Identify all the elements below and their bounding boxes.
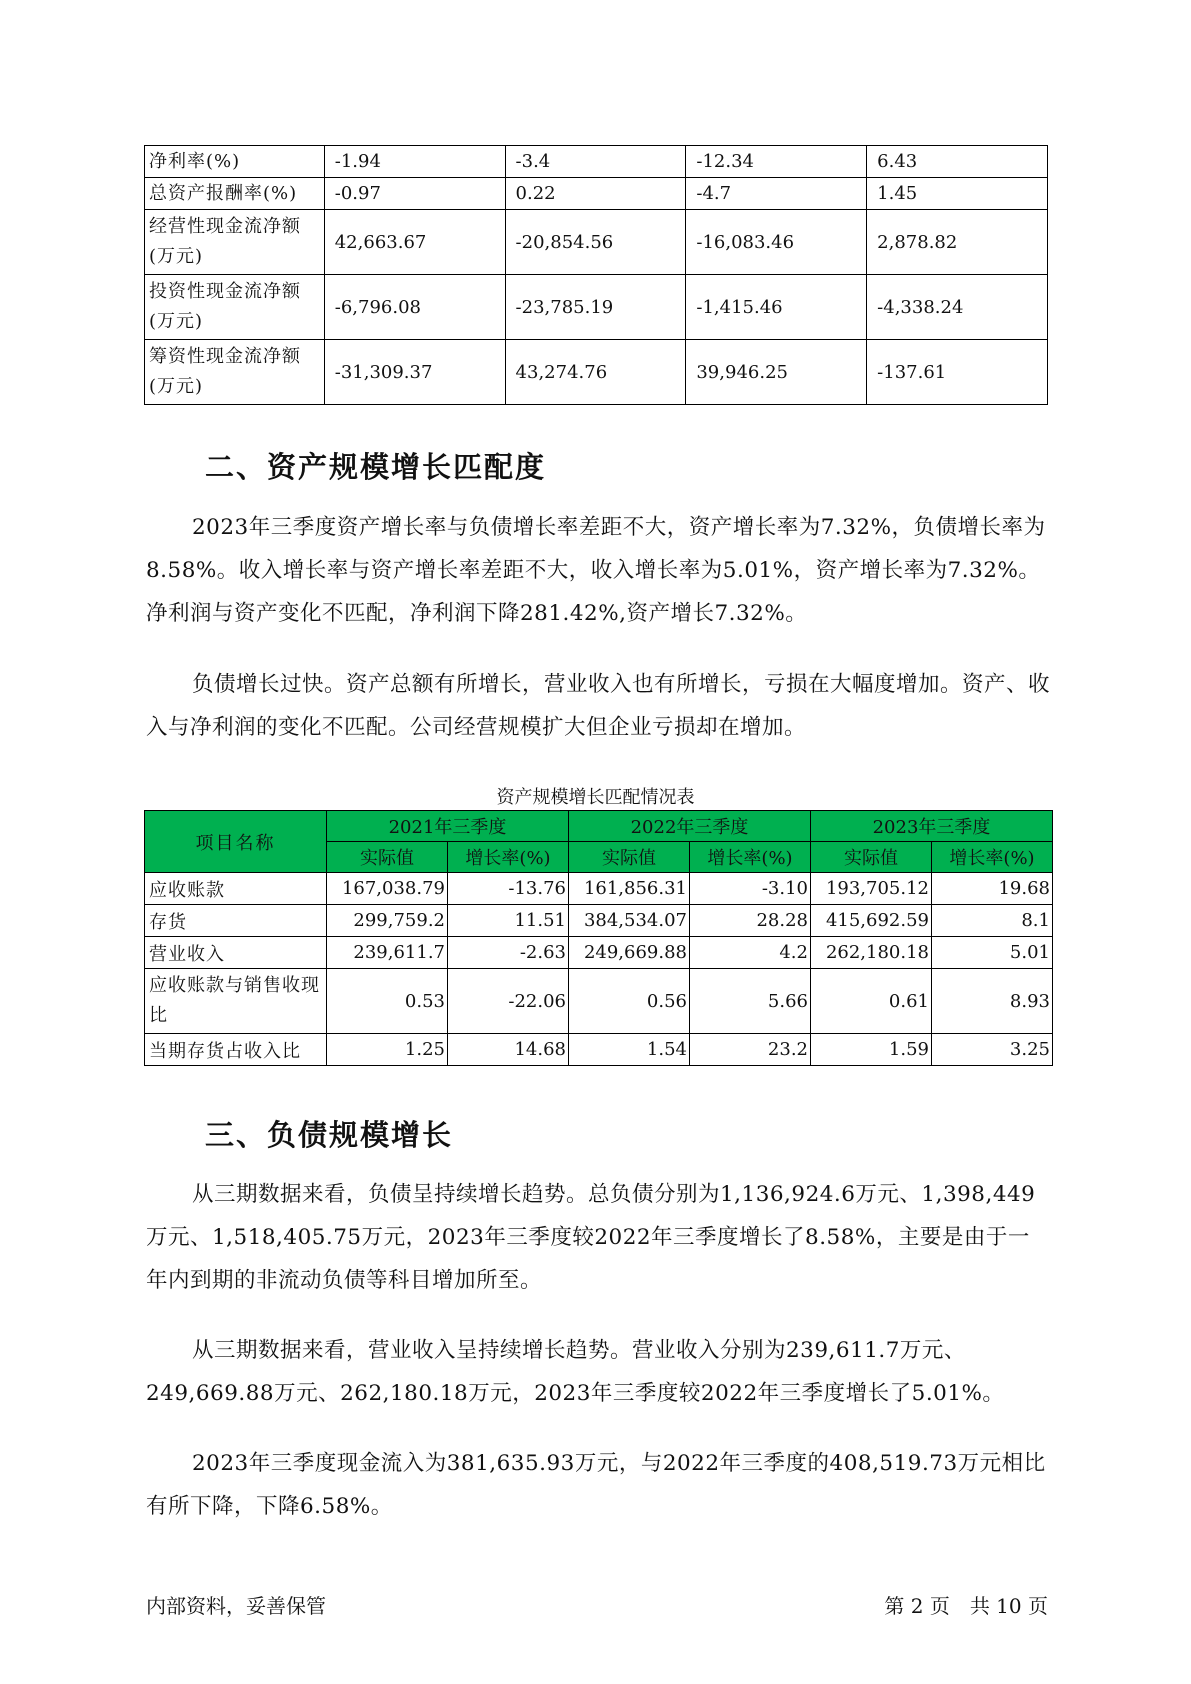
cell: 1.25 <box>327 1034 448 1066</box>
cell: -1.94 <box>324 146 505 178</box>
cell: -20,854.56 <box>505 210 686 275</box>
row-label: 经营性现金流净额(万元) <box>145 210 325 275</box>
column-header: 2023年三季度 <box>811 811 1053 842</box>
cell: -0.97 <box>324 178 505 210</box>
cell: -6,796.08 <box>324 275 505 340</box>
row-label: 当期存货占收入比 <box>145 1034 327 1066</box>
section-heading: 三、负债规模增长 <box>205 1118 454 1152</box>
asset-growth-match-table <box>144 810 1053 1066</box>
cell: 193,705.12 <box>811 873 932 905</box>
table-row <box>145 146 1048 178</box>
page-number: 第 2 页 共 10 页 <box>884 1594 1048 1618</box>
cell: -2.63 <box>448 937 569 969</box>
cell: -23,785.19 <box>505 275 686 340</box>
column-header: 增长率(%) <box>448 842 569 873</box>
paragraph: 从三期数据来看，负债呈持续增长趋势。总负债分别为1,136,924.6万元、1,398,449万元、1,518,405.75万元，2023年三季度较2022年三季度增长了8.58%，主要是由于一年内到期的非流动负债等科目增加所至。 <box>146 1182 1036 1293</box>
column-header: 实际值 <box>569 842 690 873</box>
cell: 8.93 <box>932 969 1053 1034</box>
cell: 167,038.79 <box>327 873 448 905</box>
cell: -3.10 <box>690 873 811 905</box>
cell: -13.76 <box>448 873 569 905</box>
column-header: 2021年三季度 <box>327 811 569 842</box>
cell: -22.06 <box>448 969 569 1034</box>
table-row <box>145 905 1053 937</box>
cell: 43,274.76 <box>505 340 686 405</box>
financial-ratio-table <box>144 145 1048 405</box>
cell: 0.56 <box>569 969 690 1034</box>
column-header: 增长率(%) <box>690 842 811 873</box>
cell: -31,309.37 <box>324 340 505 405</box>
column-header: 实际值 <box>811 842 932 873</box>
table-row <box>145 178 1048 210</box>
cell: 4.2 <box>690 937 811 969</box>
table-caption: 资产规模增长匹配情况表 <box>496 787 695 808</box>
cell: 239,611.7 <box>327 937 448 969</box>
cell: 3.25 <box>932 1034 1053 1066</box>
cell: 1.59 <box>811 1034 932 1066</box>
cell: -137.61 <box>867 340 1048 405</box>
cell: 299,759.2 <box>327 905 448 937</box>
table-row <box>145 1034 1053 1066</box>
cell: 2,878.82 <box>867 210 1048 275</box>
cell: 39,946.25 <box>686 340 867 405</box>
row-label: 应收账款与销售收现比 <box>145 969 327 1034</box>
cell: -1,415.46 <box>686 275 867 340</box>
cell: -12.34 <box>686 146 867 178</box>
cell: 1.54 <box>569 1034 690 1066</box>
paragraph: 从三期数据来看，营业收入呈持续增长趋势。营业收入分别为239,611.7万元、249,669.88万元、262,180.18万元，2023年三季度较2022年三季度增长了5.01%。 <box>146 1338 1005 1406</box>
paragraph: 负债增长过快。资产总额有所增长，营业收入也有所增长，亏损在大幅度增加。资产、收入与净利润的变化不匹配。公司经营规模扩大但企业亏损却在增加。 <box>146 672 1051 740</box>
cell: 14.68 <box>448 1034 569 1066</box>
row-label: 净利率(%) <box>145 146 325 178</box>
row-label: 总资产报酬率(%) <box>145 178 325 210</box>
paragraph: 2023年三季度现金流入为381,635.93万元，与2022年三季度的408,519.73万元相比有所下降，下降6.58%。 <box>146 1451 1046 1519</box>
column-header: 项目名称 <box>145 811 327 873</box>
row-label: 投资性现金流净额(万元) <box>145 275 325 340</box>
column-header: 实际值 <box>327 842 448 873</box>
cell: 384,534.07 <box>569 905 690 937</box>
row-label: 营业收入 <box>145 937 327 969</box>
cell: 6.43 <box>867 146 1048 178</box>
table-row <box>145 275 1048 340</box>
paragraph: 2023年三季度资产增长率与负债增长率差距不大，资产增长率为7.32%，负债增长率为8.58%。收入增长率与资产增长率差距不大，收入增长率为5.01%，资产增长率为7.32%。净利润与资产变化不匹配，净利润下降281.42%,资产增长7.32%。 <box>146 515 1046 626</box>
cell: 5.66 <box>690 969 811 1034</box>
cell: 161,856.31 <box>569 873 690 905</box>
table-row <box>145 873 1053 905</box>
table-row <box>145 937 1053 969</box>
cell: 415,692.59 <box>811 905 932 937</box>
cell: 11.51 <box>448 905 569 937</box>
cell: 0.61 <box>811 969 932 1034</box>
cell: 5.01 <box>932 937 1053 969</box>
cell: -16,083.46 <box>686 210 867 275</box>
row-label: 筹资性现金流净额(万元) <box>145 340 325 405</box>
cell: 8.1 <box>932 905 1053 937</box>
cell: -3.4 <box>505 146 686 178</box>
column-header: 增长率(%) <box>932 842 1053 873</box>
cell: 42,663.67 <box>324 210 505 275</box>
cell: 0.53 <box>327 969 448 1034</box>
row-label: 应收账款 <box>145 873 327 905</box>
cell: 1.45 <box>867 178 1048 210</box>
table-row <box>145 969 1053 1034</box>
column-header: 2022年三季度 <box>569 811 811 842</box>
cell: 23.2 <box>690 1034 811 1066</box>
cell: 0.22 <box>505 178 686 210</box>
table-row <box>145 340 1048 405</box>
cell: 249,669.88 <box>569 937 690 969</box>
table-row <box>145 210 1048 275</box>
cell: -4.7 <box>686 178 867 210</box>
table-header-row <box>145 811 1053 842</box>
cell: 19.68 <box>932 873 1053 905</box>
cell: -4,338.24 <box>867 275 1048 340</box>
footer-note: 内部资料，妥善保管 <box>146 1594 326 1618</box>
cell: 28.28 <box>690 905 811 937</box>
row-label: 存货 <box>145 905 327 937</box>
cell: 262,180.18 <box>811 937 932 969</box>
section-heading: 二、资产规模增长匹配度 <box>205 450 547 484</box>
